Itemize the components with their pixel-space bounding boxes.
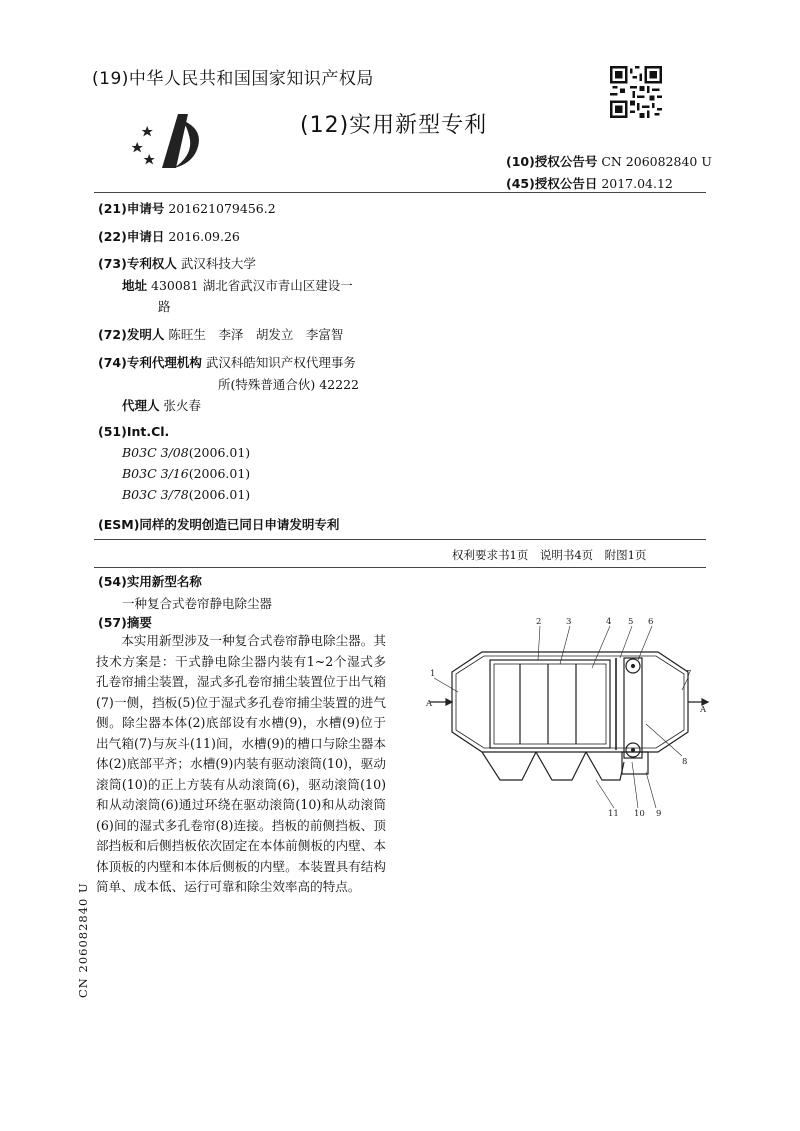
callout-label: 10 xyxy=(634,809,645,819)
callout-label: 3 xyxy=(566,617,572,627)
intcl-code: B03C 3/78 xyxy=(122,487,189,502)
abstract-label: (57)摘要 xyxy=(98,615,152,630)
patentee-value: 武汉科技大学 xyxy=(180,256,256,271)
inlet-arrow-label: A xyxy=(426,699,433,709)
title-label: (54)实用新型名称 xyxy=(98,574,202,589)
intcl-label xyxy=(98,424,169,439)
intcl-code: B03C 3/16 xyxy=(122,466,189,481)
application-number-value: 201621079456.2 xyxy=(168,201,276,216)
water-tank xyxy=(622,752,648,774)
intcl-item xyxy=(122,487,250,502)
application-date-label: (22)申请日 xyxy=(98,229,165,244)
callout-label: 6 xyxy=(648,617,654,627)
ash-hopper xyxy=(536,752,586,780)
publication-date-value: 2017.04.12 xyxy=(601,176,673,191)
ash-hopper xyxy=(482,752,536,780)
agent-value: 张火春 xyxy=(163,398,202,413)
utility-model-title: 一种复合式卷帘静电除尘器 xyxy=(122,596,273,611)
biblio-divider xyxy=(94,539,706,540)
address-label: 地址 xyxy=(122,278,148,293)
application-number-label: (21)申请号 xyxy=(98,201,165,216)
precipitator-diagram xyxy=(420,612,710,842)
callout-label: 7 xyxy=(686,669,692,679)
callout-label: 5 xyxy=(628,617,634,627)
ash-hopper xyxy=(586,752,624,780)
office-name: (19)中华人民共和国国家知识产权局 xyxy=(92,69,374,89)
cnipa-logo-icon xyxy=(132,108,212,172)
document-type: (12)实用新型专利 xyxy=(300,113,488,138)
intcl-code: B03C 3/08 xyxy=(122,445,189,460)
address-value-line1: 430081 湖北省武汉市青山区建设一 xyxy=(151,278,353,293)
application-date-value: 2016.09.26 xyxy=(168,229,240,244)
address-value-line2: 路 xyxy=(158,299,171,314)
agency xyxy=(98,353,356,371)
side-publication-number: CN 206082840 U xyxy=(76,882,90,998)
precipitator-body xyxy=(452,652,688,752)
agency-value-line2: 所(特殊普通合伙) 42222 xyxy=(218,377,359,392)
callout-label: 9 xyxy=(656,809,662,819)
intcl-item xyxy=(122,445,250,460)
publication-date xyxy=(506,174,673,192)
intcl-version: (2006.01) xyxy=(188,487,251,502)
publication-date-label: (45)授权公告日 xyxy=(506,176,598,191)
address xyxy=(122,276,353,294)
esm-note: (ESM)同样的发明创造已同日申请发明专利 xyxy=(98,517,340,532)
callout-label: 4 xyxy=(606,617,612,627)
patentee xyxy=(98,254,256,272)
publication-number-label: (10)授权公告号 xyxy=(506,154,598,169)
callout-label: 2 xyxy=(536,617,542,627)
intcl-version: (2006.01) xyxy=(188,445,251,460)
agency-value-line1: 武汉科皓知识产权代理事务 xyxy=(205,355,356,370)
callout-label: 1 xyxy=(430,669,436,679)
pagecount-divider xyxy=(94,567,706,568)
application-date xyxy=(98,227,240,245)
publication-number-value: CN 206082840 U xyxy=(601,154,712,169)
application-number xyxy=(98,199,276,217)
publication-number xyxy=(506,152,712,170)
inventors-value: 陈旺生 李泽 胡发立 李富智 xyxy=(168,327,344,342)
outlet-arrow-label: A xyxy=(700,705,707,715)
page-counts: 权利要求书1页 说明书4页 附图1页 xyxy=(452,548,647,562)
callout-label: 8 xyxy=(682,757,688,767)
agency-label: (74)专利代理机构 xyxy=(98,355,202,370)
qr-code-icon xyxy=(610,66,662,118)
electrode-frame xyxy=(490,660,610,748)
inventors xyxy=(98,325,343,343)
agent xyxy=(122,396,201,414)
intcl-version: (2006.01) xyxy=(188,466,251,481)
agent-label: 代理人 xyxy=(122,398,160,413)
abstract-text: 本实用新型涉及一种复合式卷帘静电除尘器。其技术方案是：干式静电除尘器内装有1~2个湿式多孔卷帘捕尘装置，湿式多孔卷帘捕尘装置位于出气箱(7)一侧，挡板(5)位于湿式多孔卷帘捕尘装置的进气侧。除尘器本体(2)底部设有水槽(9)，水槽(9)位于出气箱(7)与灰斗(11)间，水槽(9)的槽口与除尘器本体(2)底部平齐；水槽(9)内装有驱动滚筒(10)，驱动滚筒(10)的正上方装有从动滚筒(6)，驱动滚筒(10)和从动滚筒(6)通过环绕在驱动滚筒(10)和从动滚筒(6)间的湿式多孔卷帘(8)连接。挡板的前侧挡板、顶部挡板和后侧挡板依次固定在本体前侧板的内壁、本体顶板的内壁和本体后侧板的内壁。本装置具有结构简单、成本低、运行可靠和除尘效率高的特点。 xyxy=(96,633,386,894)
callout-label: 11 xyxy=(608,809,619,819)
intcl-item xyxy=(122,466,250,481)
intcl-label-text: (51)Int.Cl. xyxy=(98,424,170,439)
inventors-label: (72)发明人 xyxy=(98,327,165,342)
patentee-label: (73)专利权人 xyxy=(98,256,177,271)
header-divider xyxy=(94,192,706,193)
